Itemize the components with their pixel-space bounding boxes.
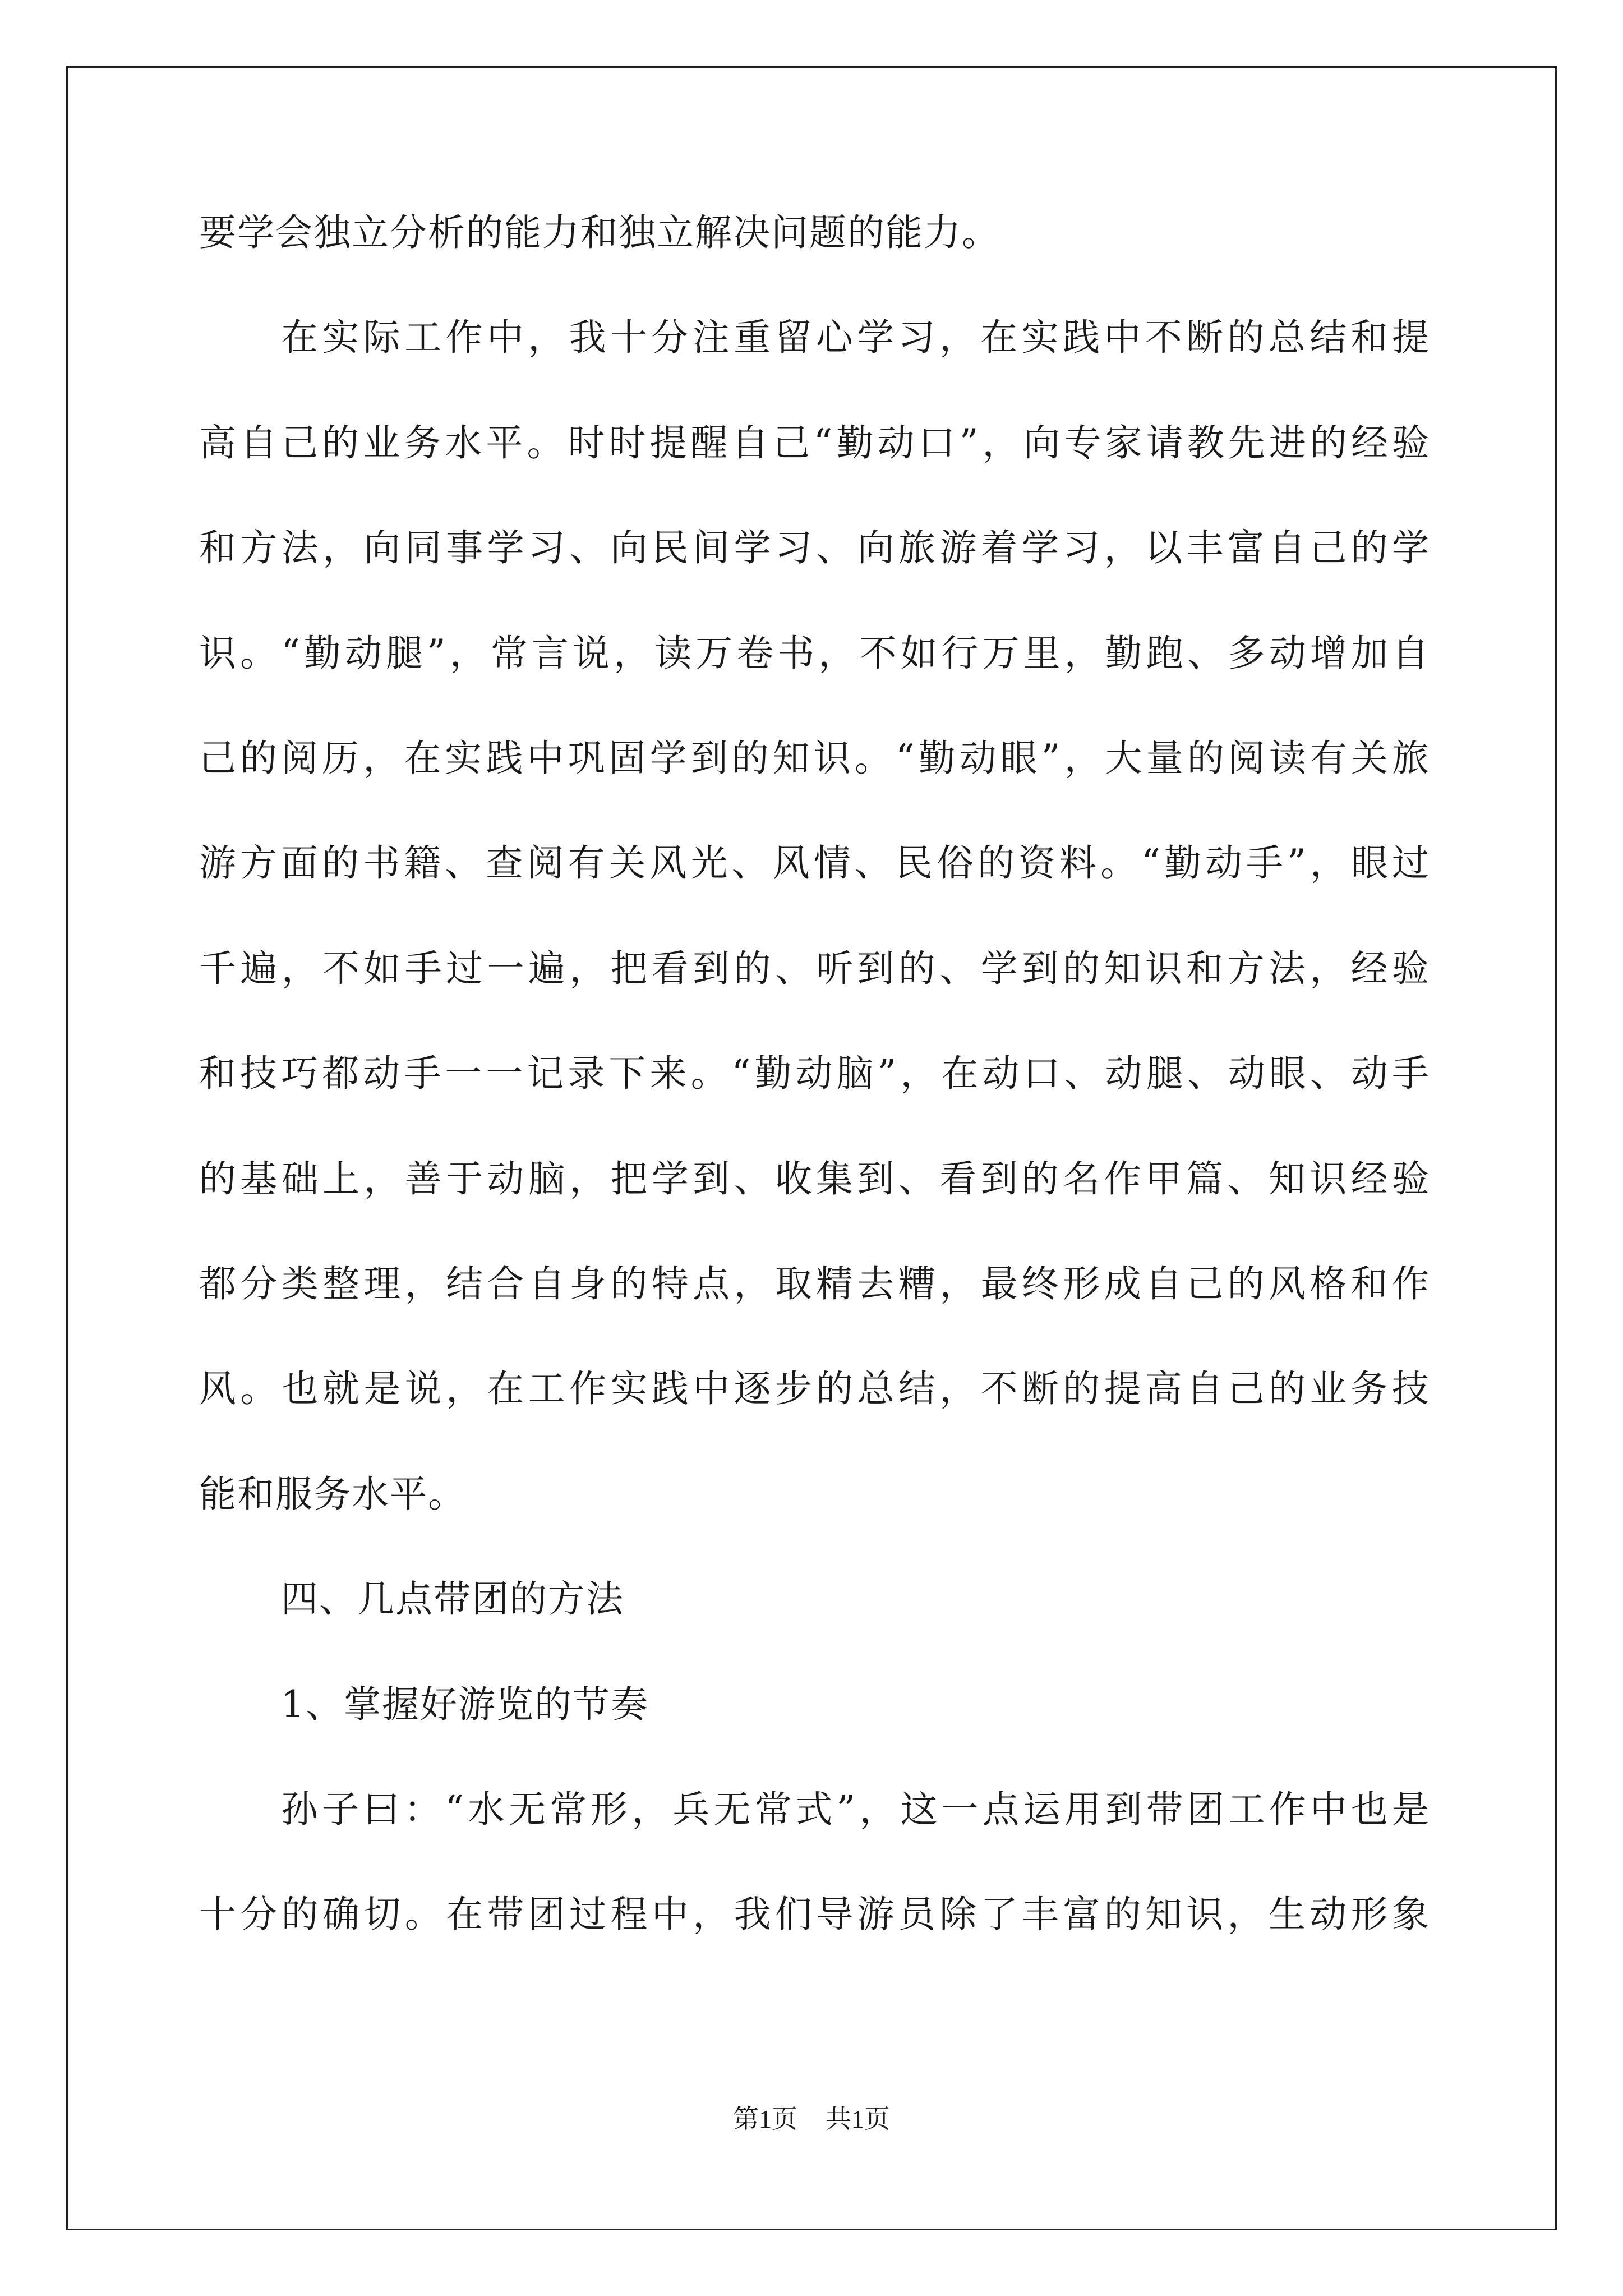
- paragraph-line: 孙子曰：“水无常形，兵无常式”，这一点运用到带团工作中也是: [281, 1788, 1430, 1831]
- paragraph-line: 高自己的业务水平。时时提醒自己“勤动口”，向专家请教先进的经验: [199, 421, 1430, 464]
- paragraph-line: 游方面的书籍、查阅有关风光、风情、民俗的资料。“勤动手”，眼过: [199, 841, 1430, 885]
- page-number: 第1页: [733, 2105, 797, 2133]
- paragraph-line: 识。“勤动腿”，常言说，读万卷书，不如行万里，勤跑、多动增加自: [199, 632, 1430, 675]
- page-footer: [0, 2102, 1623, 2136]
- paragraph-line: 能和服务水平。: [199, 1473, 466, 1516]
- page-total: 共1页: [826, 2105, 890, 2133]
- paragraph-line: 风。也就是说，在工作实践中逐步的总结，不断的提高自己的业务技: [199, 1367, 1430, 1410]
- paragraph-line: 千遍，不如手过一遍，把看到的、听到的、学到的知识和方法，经验: [199, 947, 1430, 990]
- subsection-heading: 1、掌握好游览的节奏: [281, 1683, 649, 1726]
- paragraph-line: 要学会独立分析的能力和独立解决问题的能力。: [199, 211, 1000, 254]
- paragraph-line: 和技巧都动手一一记录下来。“勤动脑”，在动口、动腿、动眼、动手: [199, 1052, 1430, 1095]
- paragraph-line: 在实际工作中，我十分注重留心学习，在实践中不断的总结和提: [281, 316, 1430, 359]
- paragraph-line: 己的阅历，在实践中巩固学到的知识。“勤动眼”，大量的阅读有关旅: [199, 737, 1430, 780]
- paragraph-line: 和方法，向同事学习、向民间学习、向旅游着学习，以丰富自己的学: [199, 526, 1430, 569]
- section-heading: 四、几点带团的方法: [281, 1577, 624, 1621]
- paragraph-line: 十分的确切。在带团过程中，我们导游员除了丰富的知识，生动形象: [199, 1893, 1430, 1936]
- paragraph-line: 的基础上，善于动脑，把学到、收集到、看到的名作甲篇、知识经验: [199, 1157, 1430, 1200]
- paragraph-line: 都分类整理，结合自身的特点，取精去糟，最终形成自己的风格和作: [199, 1262, 1430, 1305]
